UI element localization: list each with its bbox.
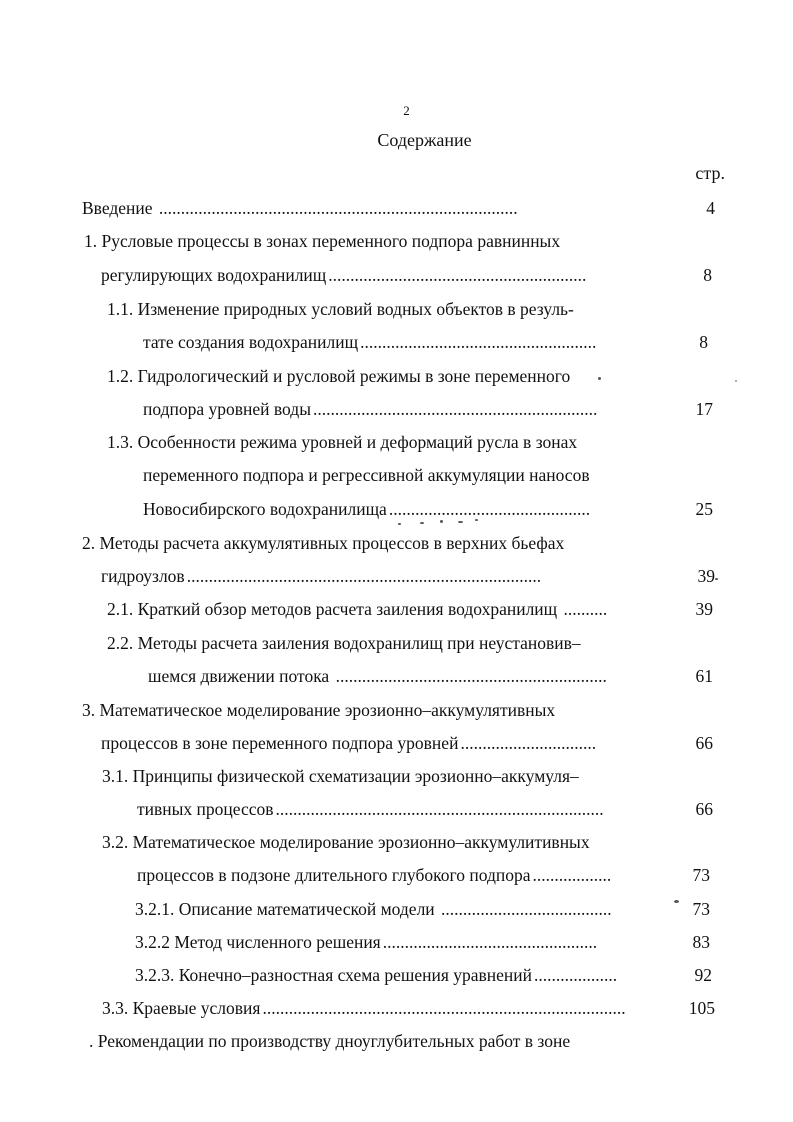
toc-entry-text: 3.2.3. Конечно–разностная схема решения уравнений [135,965,533,985]
toc-leader: .......... [563,599,608,619]
toc-page: 61 [695,666,713,686]
scan-speck [735,380,737,382]
scan-speck [674,900,679,903]
toc-leader: ............................... [460,733,597,753]
toc-leader: ....................................... [441,899,612,919]
toc-leader: ........................................................... [328,265,587,285]
toc-entry-text: Новосибирского водохранилища [143,499,387,519]
toc-leader: ................................................. [382,932,598,952]
scan-speck [458,521,463,523]
toc-entry [101,263,641,287]
toc-entry [135,897,651,921]
scan-speck [715,578,718,580]
toc-entry [137,863,650,887]
toc-entry [135,963,657,987]
toc-entry-text: Введение [82,198,157,218]
toc-entry-text: процессов в подзоне длительного глубокого подпора [137,865,531,885]
toc-entry [82,531,702,555]
toc-entry [82,196,640,220]
toc-entry-text: 1.2. Гидрологический и русловой режимы в зоне переменного [107,366,571,386]
toc-entry-text: 3.2.2 Метод численного решения [135,932,381,952]
toc-page: 92 [694,965,712,985]
toc-entry-text: процессов в зоне переменного подпора уровней [101,733,459,753]
toc-entry-text: 3. Математическое моделирование эрозионно–аккумулятивных [82,700,556,720]
toc-entry-text: 3.2.1. Описание математической модели [135,899,440,919]
toc-entry-text: 2.1. Краткий обзор методов расчета заиления водохранилищ [107,599,562,619]
toc-entry-text: гидроузлов [101,566,185,586]
toc-entry-text: тивных процессов [137,799,274,819]
toc-entry [82,698,702,722]
toc-leader: .................................................................................. [158,198,518,218]
toc-entry [102,996,657,1020]
toc-entry [143,330,640,354]
toc-leader: ...................................................... [360,332,597,352]
toc-entry-text: 1.1. Изменение природных условий водных объектов в резуль- [107,299,574,319]
toc-page: 4 [706,198,715,218]
page-number: 2 [403,103,410,118]
toc-entry [107,297,707,321]
toc-entry-text: 1. Русловые процессы в зонах переменного подпора равнинных [84,231,561,251]
scan-speck [475,519,478,521]
toc-entry [107,631,707,655]
toc-entry-text: подпора уровней воды [143,399,311,419]
toc-page: 8 [699,332,708,352]
toc-leader: ................................................................................... [262,998,626,1018]
toc-entry-text: 2. Методы расчета аккумулятивных процессов в верхних бьефах [82,533,565,553]
toc-entry [89,1029,729,1053]
toc-entry [143,397,640,421]
toc-leader: .............................................................. [335,666,607,686]
toc-entry [143,463,703,487]
toc-entry-text: 2.2. Методы расчета заиления водохранилищ при неустановив– [107,633,581,653]
toc-leader: ................................................................................. [186,566,542,586]
toc-entry-text: шемся движении потока [148,666,334,686]
toc-page: 66 [695,733,713,753]
toc-page: 39 [697,566,715,586]
toc-entry [102,764,702,788]
scan-speck [440,520,443,523]
toc-entry [101,731,648,755]
toc-entry [137,797,652,821]
toc-entry [107,597,642,621]
toc-page: 17 [695,399,713,419]
page-title: Содержание [377,130,472,150]
toc-entry-text: 3.1. Принципы физической схематизации эрозионно–аккумуля– [102,766,579,786]
toc-entry [107,364,707,388]
toc-entry-text: переменного подпора и регрессивной аккумуляции наносов [143,465,590,485]
toc-entry [84,229,684,253]
toc-page: 25 [695,499,713,519]
toc-entry-text: 1.3. Особенности режима уровней и деформаций русла в зонах [107,432,578,452]
toc-entry [101,564,642,588]
toc-entry [107,430,707,454]
toc-leader: ........................................................................... [275,799,604,819]
toc-entry [148,664,648,688]
toc-page: 8 [703,265,712,285]
toc-leader: .................. [532,865,612,885]
toc-leader: ................................................................. [312,399,598,419]
scan-speck [420,522,424,524]
toc-page: 73 [692,865,710,885]
toc-entry-text: 3.2. Математическое моделирование эрозионно–аккумулитивных [102,832,590,852]
toc-entry-text: регулирующих водохранилищ [101,265,327,285]
toc-page: 105 [688,998,715,1018]
toc-entry [102,830,722,854]
toc-entry-text: тате создания водохранилищ [143,332,359,352]
toc-leader: ................... [534,965,618,985]
toc-page: 83 [692,932,710,952]
toc-entry [143,497,641,521]
toc-entry-text: . Рекомендации по производству дноуглубительных работ в зоне [89,1031,571,1051]
toc-entry-text: 3.3. Краевые условия [102,998,261,1018]
toc-page: 39 [695,599,713,619]
toc-entry [135,930,653,954]
toc-page: 66 [695,799,713,819]
toc-leader: .............................................. [388,499,591,519]
toc-page: 73 [692,899,710,919]
page-column-header: стр. [695,163,725,183]
scan-speck [398,523,401,525]
scan-speck [598,377,601,380]
